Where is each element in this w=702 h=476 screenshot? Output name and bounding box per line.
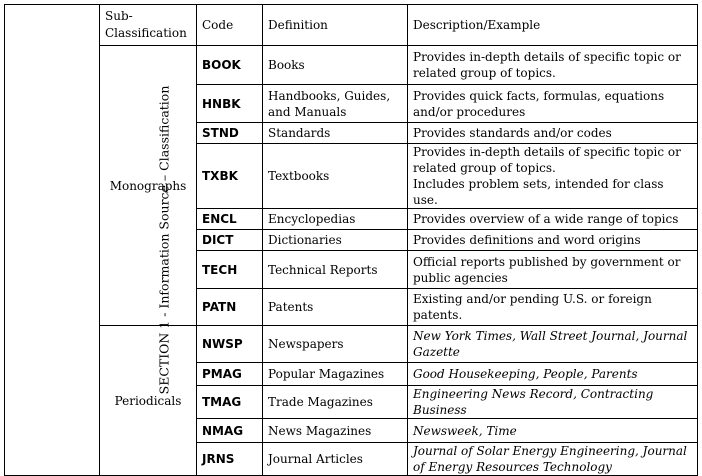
definition-cell: News Magazines <box>263 419 408 443</box>
definition-cell: Popular Magazines <box>263 363 408 386</box>
code-cell: STND <box>197 123 263 144</box>
subclass-monographs: Monographs <box>100 46 197 326</box>
header-definition: Definition <box>263 5 408 46</box>
code-cell: JRNS <box>197 443 263 476</box>
code-cell: TECH <box>197 251 263 289</box>
code-cell: DICT <box>197 230 263 251</box>
header-code: Code <box>197 5 263 46</box>
table-row <box>5 46 698 85</box>
definition-cell: Dictionaries <box>263 230 408 251</box>
code-cell: NWSP <box>197 326 263 363</box>
description-cell: New York Times, Wall Street Journal, Journal Gazette <box>408 326 698 363</box>
subclass-periodicals: Periodicals <box>100 326 197 476</box>
definition-cell: Newspapers <box>263 326 408 363</box>
definition-cell: Encyclopedias <box>263 209 408 230</box>
code-cell: TMAG <box>197 386 263 419</box>
description-line: Includes problem sets, intended for class use. <box>413 177 664 207</box>
description-cell: Newsweek, Time <box>408 419 698 443</box>
header-subclass: Sub- Classification <box>100 5 197 46</box>
classification-table <box>4 4 698 476</box>
description-cell: Provides in-depth details of specific topic or related group of topics. <box>408 46 698 85</box>
definition-cell: Technical Reports <box>263 251 408 289</box>
description-cell: Journal of Solar Energy Engineering, Journal of Energy Resources Technology <box>408 443 698 476</box>
section-label: SECTION 1 - Information Source – Classification <box>156 85 172 395</box>
description-cell: Official reports published by government or public agencies <box>408 251 698 289</box>
code-cell: PMAG <box>197 363 263 386</box>
definition-cell: Handbooks, Guides, and Manuals <box>263 85 408 123</box>
description-cell: Good Housekeeping, People, Parents <box>408 363 698 386</box>
code-cell: HNBK <box>197 85 263 123</box>
code-cell: NMAG <box>197 419 263 443</box>
description-cell: Engineering News Record, Contracting Business <box>408 386 698 419</box>
header-row <box>5 5 698 46</box>
description-cell: Provides quick facts, formulas, equations and/or procedures <box>408 85 698 123</box>
description-line: Provides in-depth details of specific topic or related group of topics. <box>413 145 681 175</box>
definition-cell: Patents <box>263 289 408 326</box>
description-cell: Provides standards and/or codes <box>408 123 698 144</box>
code-cell: BOOK <box>197 46 263 85</box>
description-cell: Provides definitions and word origins <box>408 230 698 251</box>
code-cell: PATN <box>197 289 263 326</box>
code-cell: ENCL <box>197 209 263 230</box>
description-cell <box>408 144 698 209</box>
description-cell: Existing and/or pending U.S. or foreign patents. <box>408 289 698 326</box>
definition-cell: Standards <box>263 123 408 144</box>
definition-cell: Books <box>263 46 408 85</box>
definition-cell: Journal Articles <box>263 443 408 476</box>
table-row <box>5 326 698 363</box>
definition-cell: Textbooks <box>263 144 408 209</box>
code-cell: TXBK <box>197 144 263 209</box>
description-cell: Provides overview of a wide range of topics <box>408 209 698 230</box>
header-description: Description/Example <box>408 5 698 46</box>
definition-cell: Trade Magazines <box>263 386 408 419</box>
